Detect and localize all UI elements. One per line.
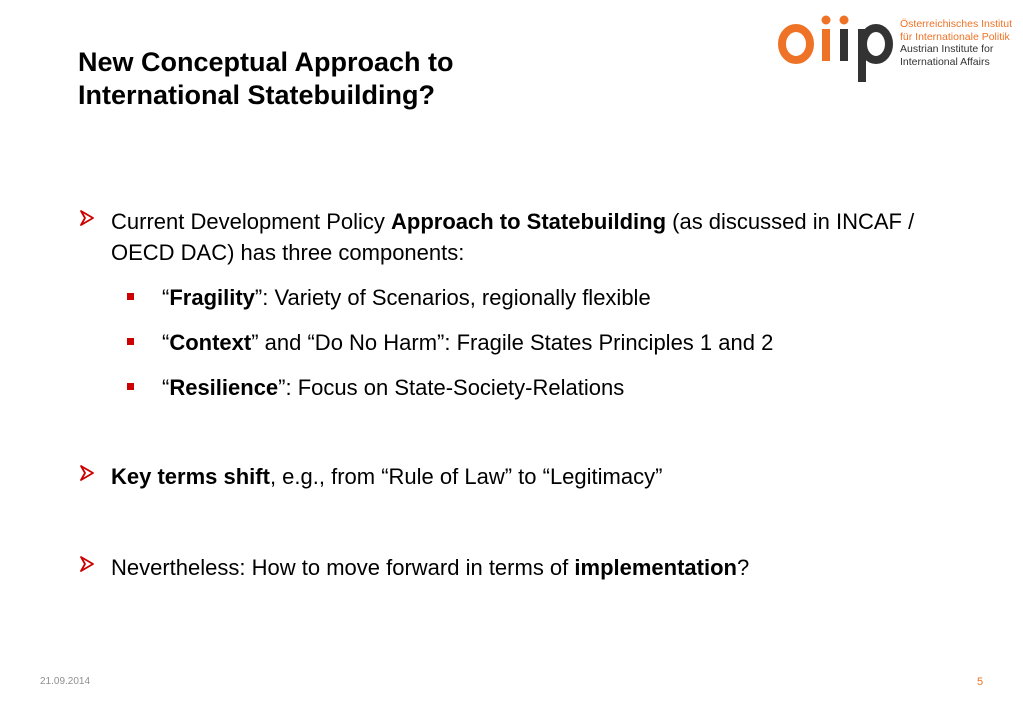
title-line-1: New Conceptual Approach to (78, 47, 454, 77)
arrow-bullet-icon (78, 209, 96, 227)
title-line-2: International Statebuilding? (78, 80, 435, 110)
bullet-list (78, 206, 968, 583)
square-bullet-icon (127, 293, 134, 300)
logo-line-1: Österreichisches Institut (900, 18, 1013, 30)
bullet-key-terms (78, 461, 968, 492)
sub-bullet-bold: Fragility (169, 285, 255, 310)
bullet-approach-pre: Current Development Policy (111, 209, 392, 234)
square-bullet-icon (127, 383, 134, 390)
arrow-bullet-icon (78, 555, 96, 573)
bullet-implementation-pre: Nevertheless: How to move forward in terms of (111, 555, 575, 580)
sub-bullet-open-quote: “ (162, 285, 170, 310)
logo-line-3: Austrian Institute for (900, 43, 994, 55)
sub-bullet-text: ” and “Do No Harm”: Fragile States Principles 1 and 2 (251, 330, 774, 355)
sub-bullet-bold: Context (169, 330, 252, 355)
bullet-approach-post: (as discussed in INCAF / OECD DAC) has three components: (111, 209, 915, 265)
sub-bullet-context (78, 327, 968, 358)
square-bullet-icon (127, 338, 134, 345)
oiip-logo-mark (776, 14, 896, 84)
page-number: 5 (977, 676, 984, 688)
bullet-approach-bold: Approach to Statebuilding (391, 209, 667, 234)
sub-bullet-text: ”: Focus on State-Society-Relations (278, 375, 625, 400)
sub-bullet-open-quote: “ (162, 375, 170, 400)
sub-bullet-resilience (78, 372, 968, 403)
logo-text (900, 18, 1012, 68)
bullet-key-terms-post: , e.g., from “Rule of Law” to “Legitimacy” (269, 464, 663, 489)
footer-date: 21.09.2014 (40, 676, 91, 687)
bullet-implementation-post: ? (736, 555, 750, 580)
bullet-implementation (78, 552, 968, 583)
arrow-bullet-icon (78, 464, 96, 482)
slide-title (78, 46, 638, 112)
bullet-approach (78, 206, 968, 268)
logo-line-2: für Internationale Politik (900, 30, 1010, 43)
oiip-logo (776, 14, 1011, 84)
logo-line-4: International Affairs (900, 55, 990, 68)
sub-bullet-open-quote: “ (162, 330, 170, 355)
bullet-key-terms-bold: Key terms shift (111, 464, 270, 489)
sub-bullet-bold: Resilience (169, 375, 279, 400)
sub-bullet-text: ”: Variety of Scenarios, regionally flexible (254, 285, 651, 310)
bullet-implementation-bold: implementation (574, 555, 737, 580)
sub-bullet-fragility (78, 282, 968, 313)
